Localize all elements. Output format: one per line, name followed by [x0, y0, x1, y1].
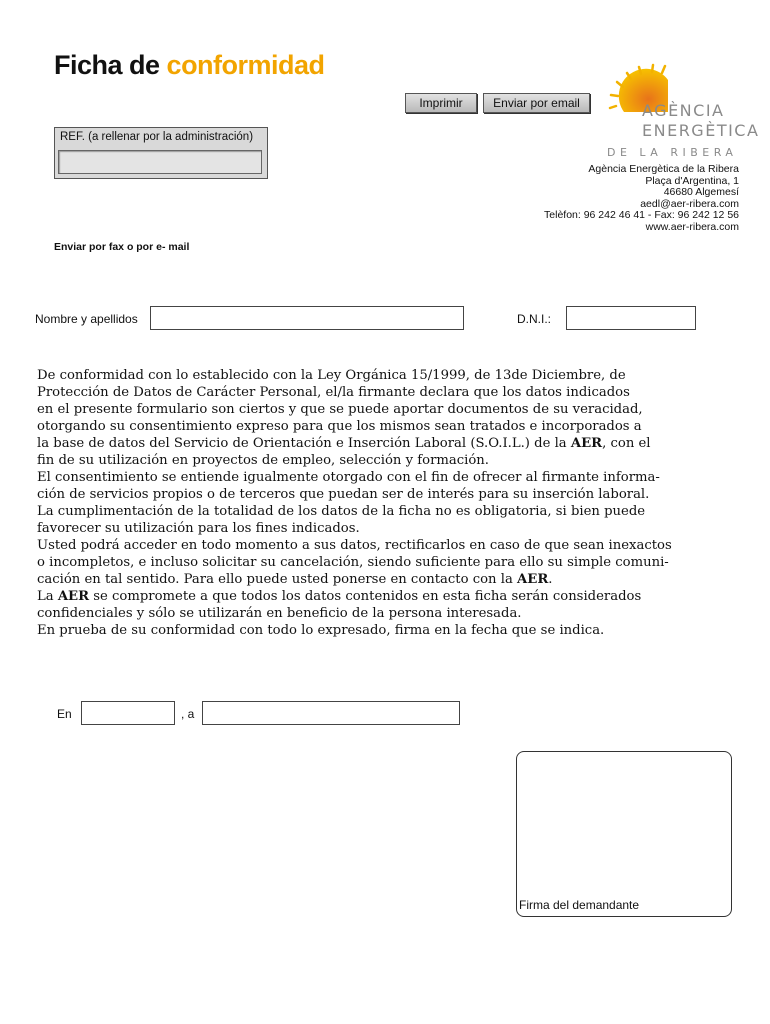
- body-line-text: La: [37, 589, 58, 604]
- email-button[interactable]: Enviar por email: [483, 93, 590, 113]
- logo-line-3: DE LA RIBERA: [607, 146, 738, 159]
- consent-text: [37, 367, 737, 639]
- address-city: 46680 Algemesí: [663, 186, 739, 199]
- body-line: Protección de Datos de Carácter Personal, el/la firmante declara que los datos indicados: [37, 385, 630, 400]
- body-line-text: .: [548, 572, 553, 587]
- fax-note: Enviar por fax o por e- mail: [54, 241, 190, 253]
- body-line: Usted podrá acceder en todo momento a sus datos, rectificarlos en caso de que sean inexactos: [37, 538, 672, 553]
- place-field[interactable]: [81, 701, 175, 725]
- body-line: [37, 588, 737, 605]
- logo-line-2: ENERGÈTICA: [642, 121, 760, 140]
- body-line: En prueba de su conformidad con todo lo expresado, firma en la fecha que se indica.: [37, 623, 605, 638]
- ref-box: [54, 127, 268, 179]
- print-button[interactable]: Imprimir: [405, 93, 477, 113]
- body-line: en el presente formulario son ciertos y que se puede aportar documentos de su veracidad,: [37, 402, 643, 417]
- body-line: ción de servicios propios o de terceros que puedan ser de interés para su inserción laboral.: [37, 487, 650, 502]
- aer-bold: AER: [57, 589, 90, 604]
- address-web: www.aer-ribera.com: [645, 220, 739, 233]
- body-line-text: la base de datos del Servicio de Orientación e Inserción Laboral (S.O.I.L.) de la: [37, 436, 571, 451]
- address-block: [544, 164, 739, 234]
- body-line: o incompletos, e incluso solicitar su cancelación, siendo suficiente para ello su simple comuni-: [37, 555, 669, 570]
- dni-field[interactable]: [566, 306, 696, 330]
- aer-bold: AER: [517, 572, 549, 587]
- body-line: confidenciales y sólo se utilizarán en beneficio de la persona interesada.: [37, 606, 522, 621]
- aer-bold: AER: [570, 436, 603, 451]
- name-label: Nombre y apellidos: [35, 312, 138, 326]
- address-email: aedl@aer-ribera.com: [640, 197, 739, 210]
- body-line: [37, 435, 737, 452]
- body-line: otorgando su consentimiento expreso para que los mismos sean tratados e incorporados a: [37, 419, 642, 434]
- address-street: Plaça d'Argentina, 1: [645, 174, 739, 187]
- logo-line-1: AGÈNCIA: [642, 101, 725, 120]
- body-line: [37, 571, 737, 588]
- signature-label: Firma del demandante: [519, 898, 640, 912]
- body-line: favorecer su utilización para los fines indicados.: [37, 521, 360, 536]
- title-part-2: conformidad: [166, 50, 325, 80]
- ref-label: REF. (a rellenar por la administración): [60, 131, 254, 143]
- address-phones: Telèfon: 96 242 46 41 - Fax: 96 242 12 56: [544, 209, 739, 222]
- en-label: En: [57, 707, 72, 721]
- title-part-1: Ficha de: [54, 50, 160, 80]
- name-field[interactable]: [150, 306, 464, 330]
- body-line: El consentimiento se entiende igualmente otorgado con el fin de ofrecer al firmante informa-: [37, 470, 660, 485]
- body-line-text: , con el: [602, 436, 651, 451]
- body-line: De conformidad con lo establecido con la Ley Orgánica 15/1999, de 13de Diciembre, de: [37, 368, 626, 383]
- address-name: Agència Energètica de la Ribera: [588, 163, 739, 175]
- body-line: La cumplimentación de la totalidad de los datos de la ficha no es obligatoria, si bien puede: [37, 504, 646, 519]
- a-label: , a: [181, 707, 195, 721]
- signature-box[interactable]: [516, 751, 732, 917]
- body-line: fin de su utilización en proyectos de empleo, selección y formación.: [37, 453, 489, 468]
- ref-input[interactable]: [58, 150, 262, 174]
- date-field[interactable]: [202, 701, 460, 725]
- page-title: [54, 50, 325, 81]
- dni-label: D.N.I.:: [517, 312, 552, 326]
- body-line-text: cación en tal sentido. Para ello puede usted ponerse en contacto con la: [37, 572, 518, 587]
- body-line-text: se compromete a que todos los datos contenidos en esta ficha serán considerados: [89, 589, 642, 604]
